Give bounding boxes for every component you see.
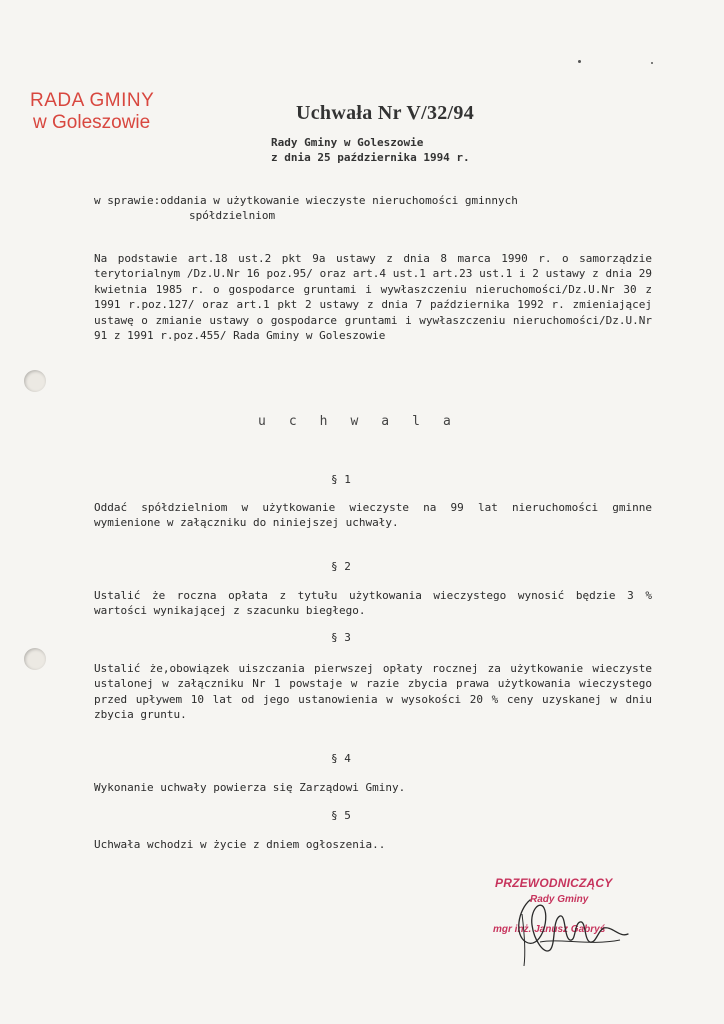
signature-stamp-subtitle: Rady Gminy [530, 894, 589, 905]
resolution-issuer: Rady Gminy w Goleszowie [271, 136, 424, 149]
paper-speck [651, 62, 653, 64]
signature-stamp-title: PRZEWODNICZĄCY [495, 876, 613, 890]
section-mark: § 3 [331, 631, 351, 644]
resolves-heading: uchwala [258, 414, 474, 429]
section-text: Wykonanie uchwały powierza się Zarządowi Gminy. [94, 781, 406, 794]
section-text: Oddać spółdzielniom w użytkowanie wieczyste na 99 lat nieruchomości gminne wymienione w załączniku do niniejszej uchwały. [94, 501, 652, 530]
handwritten-signature [500, 880, 640, 970]
paper-speck [578, 60, 581, 63]
resolution-subject [94, 193, 518, 223]
section-mark: § 5 [331, 809, 351, 822]
section-mark: § 4 [331, 752, 351, 765]
section-mark: § 1 [331, 473, 351, 486]
signature-stamp-name: mgr inż. Janusz Gabryś [493, 924, 606, 935]
council-stamp-line2: w Goleszowie [33, 112, 151, 133]
resolution-title: Uchwała Nr V/32/94 [296, 102, 474, 124]
resolution-date: z dnia 25 października 1994 r. [271, 151, 470, 164]
section-mark: § 2 [331, 560, 351, 573]
section-text: Ustalić że roczna opłata z tytułu użytkowania wieczystego wynosić będzie 3 % wartości wynikającej z szacunku biegłego. [94, 589, 652, 618]
council-stamp-line1: RADA GMINY [30, 90, 155, 111]
section-text: Ustalić że,obowiązek uiszczania pierwszej opłaty rocznej za użytkowanie wieczyste ustalonej w załączniku Nr 1 powstaje w razie zbycia prawa użytkowania wieczystego przed upływem 10 lat od jego ustanowienia w wysokości 20 % ceny uzyskanej w dniu zbycia gruntu. [94, 662, 652, 722]
subject-line2: spółdzielniom [189, 209, 276, 222]
section-text: Uchwała wchodzi w życie z dniem ogłoszenia.. [94, 838, 386, 851]
council-stamp [30, 90, 154, 134]
subject-line1: w sprawie:oddania w użytkowanie wieczyste nieruchomości gminnych [94, 194, 518, 207]
punch-hole [24, 648, 46, 670]
punch-hole [24, 370, 46, 392]
legal-basis-paragraph: Na podstawie art.18 ust.2 pkt 9a ustawy z dnia 8 marca 1990 r. o samorządzie terytorialnym /Dz.U.Nr 16 poz.95/ oraz art.4 ust.1 art.23 ust.1 i 2 ustawy z dnia 29 kwietnia 1985 r. o gospodarce gruntami i wywłaszczeniu nieruchomości/Dz.U.Nr 30 z 1991 r.poz.127/ oraz art.1 pkt 2 ustawy z dnia 7 października 1992 r. zmieniającej ustawę o zmianie ustawy o gospodarce gruntami i wywłaszczeniu nieruchomości/Dz.U.Nr 91 z 1991 r.poz.455/ Rada Gminy w Goleszowie [94, 252, 652, 343]
